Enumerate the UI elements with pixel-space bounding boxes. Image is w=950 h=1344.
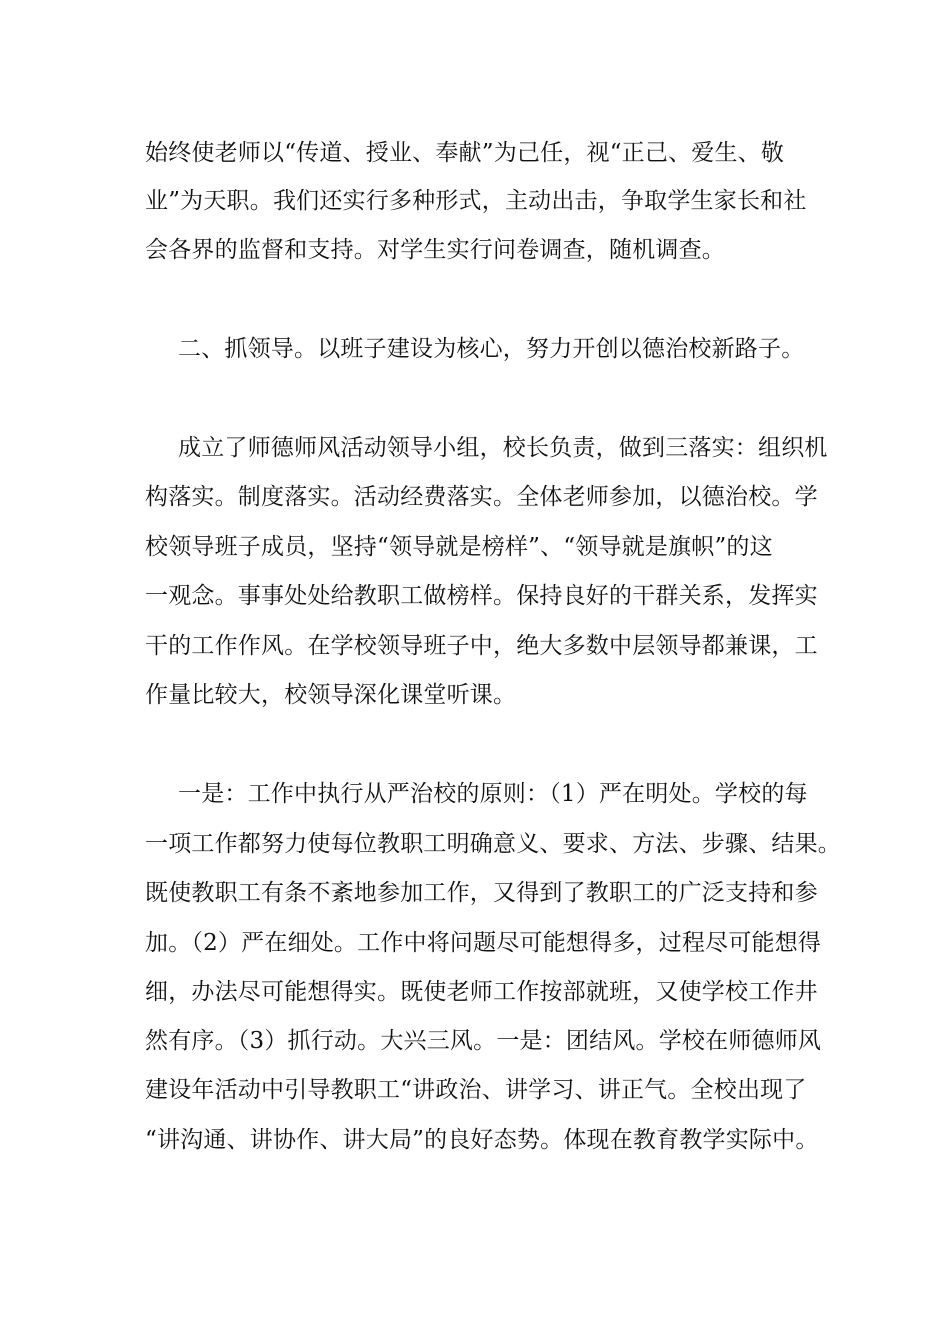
text-line: 会各界的监督和支持。对学生实行问卷调查，随机调查。: [145, 237, 725, 263]
text-line: 一项工作都努力使每位教职工明确意义、要求、方法、步骤、结果。: [145, 831, 841, 857]
text-line: 然有序。（3）抓行动。大兴三风。一是：团结风。学校在师德师风: [145, 1028, 822, 1054]
text-line: 始终使老师以“传道、授业、奉献”为己任，视“正己、爱生、敬: [145, 140, 785, 166]
text-line: 成立了师德师风活动领导小组，校长负责，做到三落实：组织机: [178, 435, 828, 461]
text-line: 细，办法尽可能想得实。既使老师工作按部就班，又使学校工作井: [145, 979, 818, 1005]
text-line: 业”为天职。我们还实行多种形式，主动出击，争取学生家长和社: [145, 188, 807, 214]
text-line: 加。（2）严在细处。工作中将问题尽可能想得多，过程尽可能想得: [145, 930, 822, 956]
text-line: 干的工作作风。在学校领导班子中，绝大多数中层领导都兼课，工: [145, 633, 818, 659]
text-line: 建设年活动中引导教职工“讲政治、讲学习、讲正气。全校出现了: [145, 1077, 807, 1103]
section-heading: 二、抓领导。以班子建设为核心，努力开创以德治校新路子。: [178, 336, 805, 362]
text-line: 校领导班子成员，坚持“领导就是榜样”、“领导就是旗帜”的这: [145, 534, 773, 560]
text-line: 构落实。制度落实。活动经费落实。全体老师参加，以德治校。学: [145, 484, 818, 510]
text-line: “讲沟通、讲协作、讲大局”的良好态势。体现在教育教学实际中。: [145, 1127, 819, 1153]
text-line: 作量比较大，校领导深化课堂听课。: [145, 682, 517, 708]
text-line: 既使教职工有条不紊地参加工作，又得到了教职工的广泛支持和参: [145, 880, 818, 906]
text-line: 一是：工作中执行从严治校的原则：（1）严在明处。学校的每: [178, 781, 808, 807]
text-line: 一观念。事事处处给教职工做榜样。保持良好的干群关系，发挥实: [145, 583, 818, 609]
